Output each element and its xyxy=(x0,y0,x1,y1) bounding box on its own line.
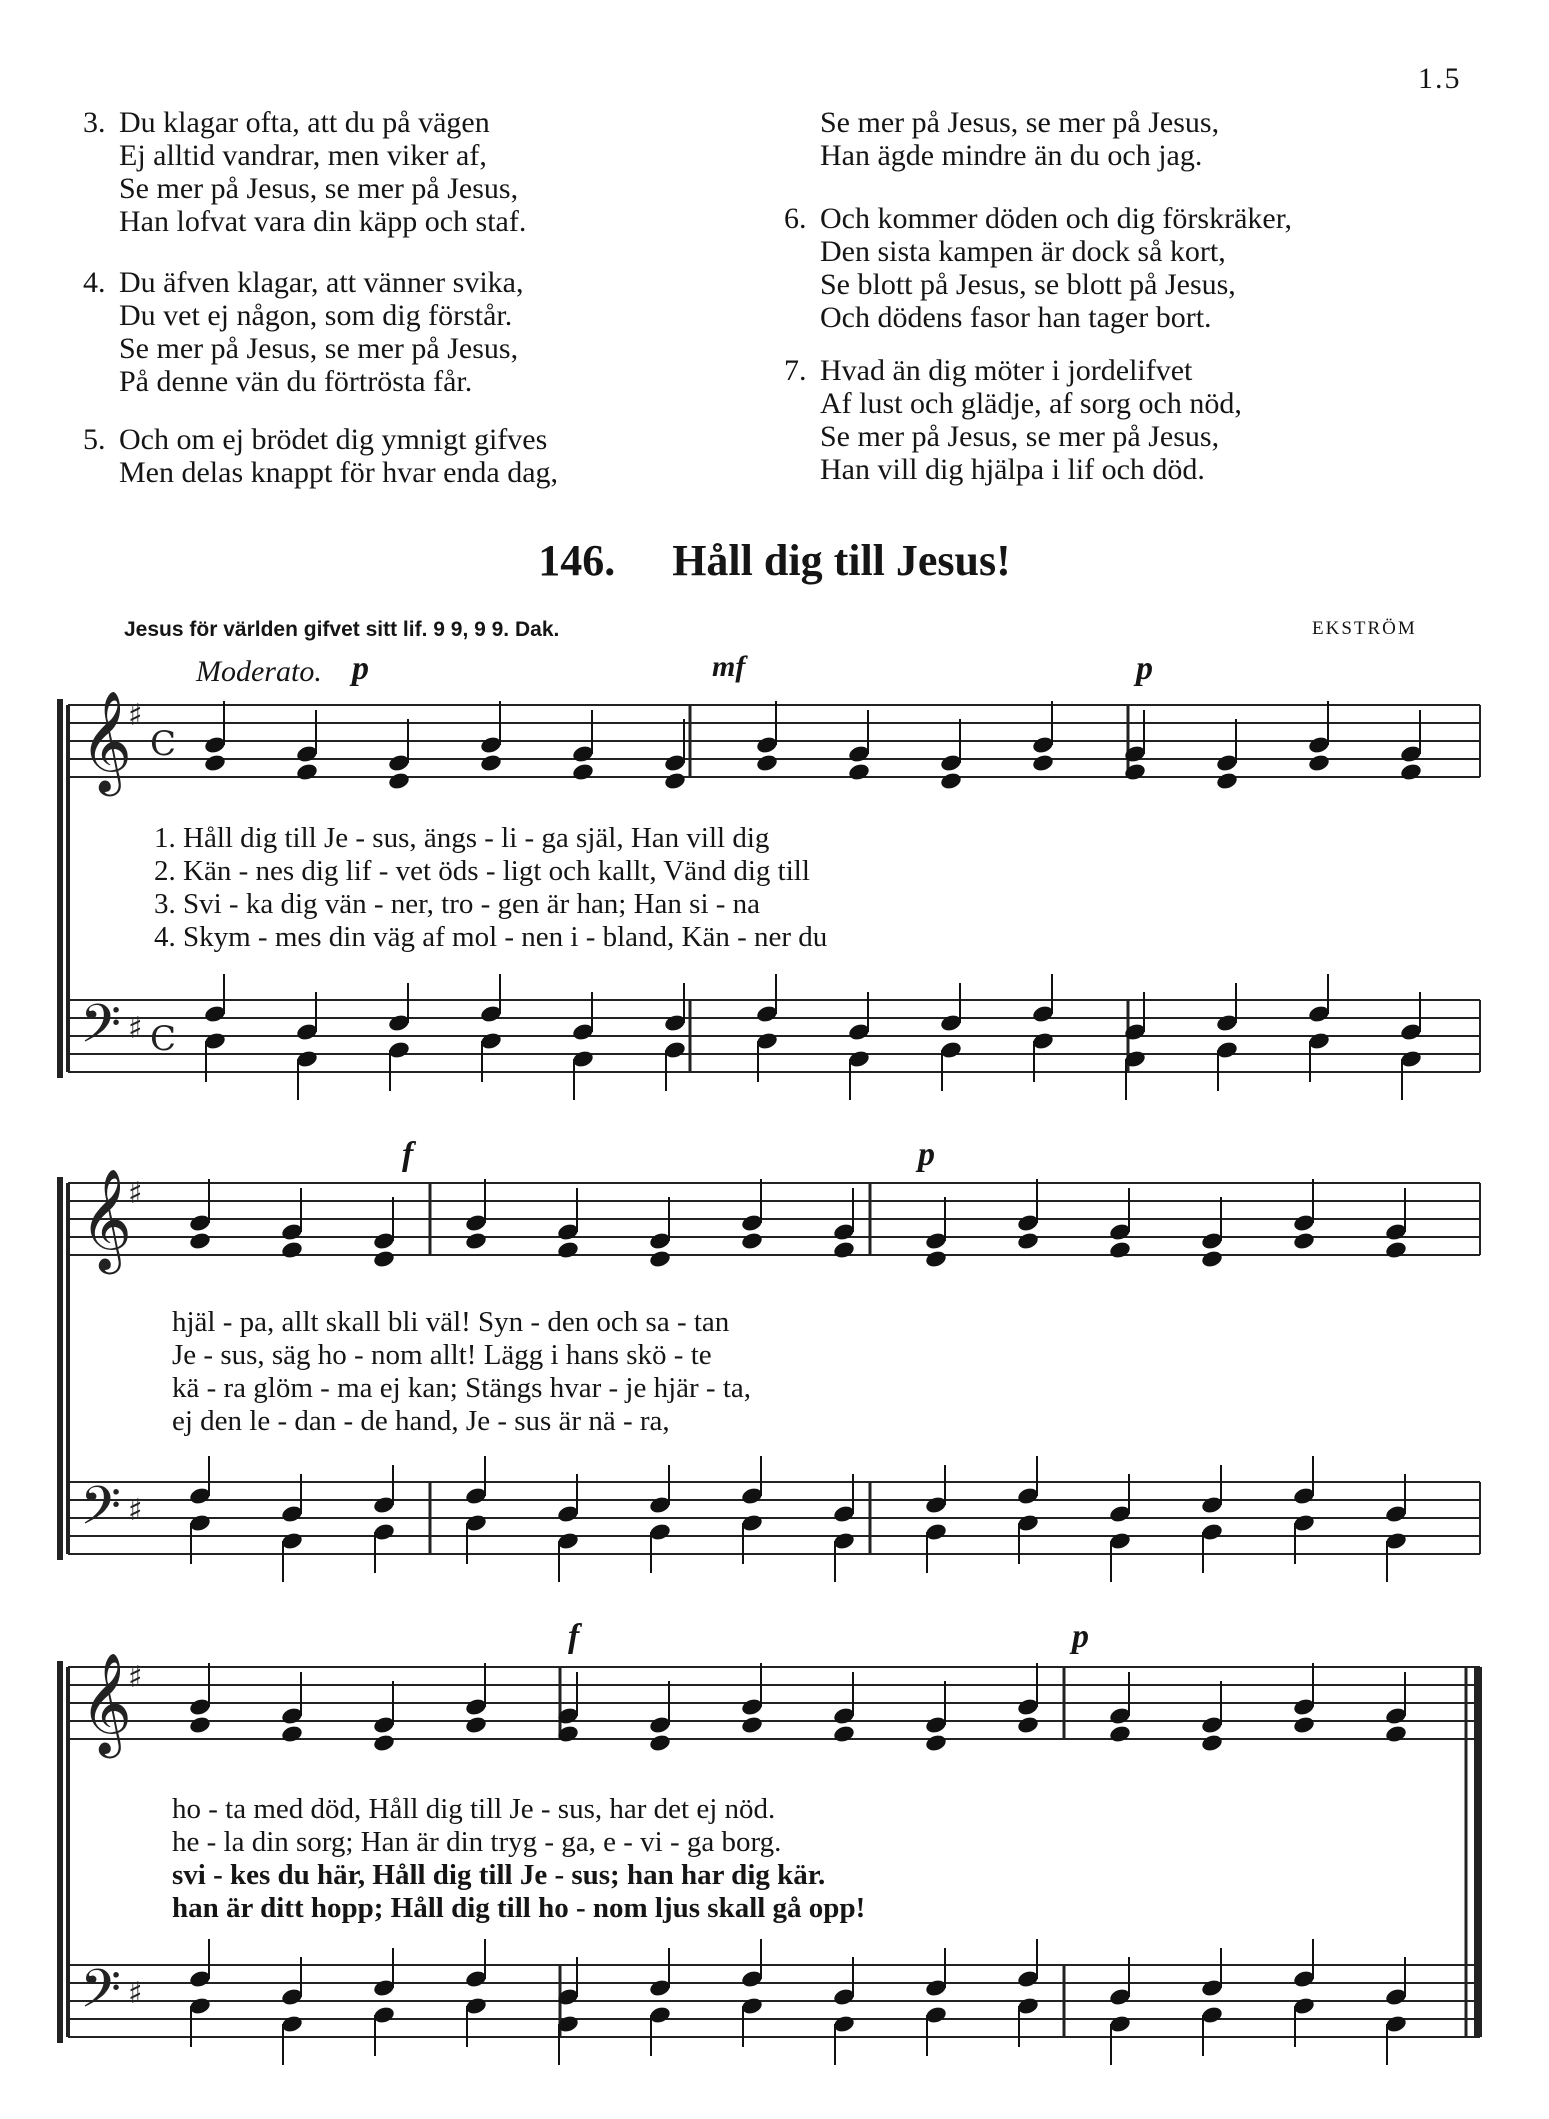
dynamic-marking: p xyxy=(918,1136,935,1173)
notehead xyxy=(648,1249,672,1269)
notehead xyxy=(188,1231,212,1251)
notehead xyxy=(1307,753,1331,773)
verse-number: 5. xyxy=(83,423,106,456)
lyrics-line: svi - kes du här, Håll dig till Je - sus; han har dig kär. xyxy=(172,1859,826,1891)
notehead xyxy=(1108,1240,1132,1260)
verse-line: Se mer på Jesus, se mer på Jesus, xyxy=(119,172,519,205)
dynamic-marking: p xyxy=(352,650,369,687)
notehead xyxy=(663,771,687,791)
notehead xyxy=(832,1724,856,1744)
notehead xyxy=(1384,1724,1408,1744)
verse-line: Han ägde mindre än du och jag. xyxy=(820,139,1203,172)
hymn-subtitle: Jesus för världen gifvet sitt lif. 9 9, 9 9. Dak. xyxy=(124,618,560,641)
bass-clef-icon: 𝄢 xyxy=(80,1959,122,2033)
notehead xyxy=(1292,1231,1316,1251)
sharp-icon: ♯ xyxy=(128,1493,143,1528)
notehead xyxy=(464,1715,488,1735)
treble-clef-icon: 𝄞 xyxy=(80,1651,133,1754)
verse-line: Se mer på Jesus, se mer på Jesus, xyxy=(820,106,1220,139)
dynamic-marking: p xyxy=(1136,650,1153,687)
treble-clef-icon: 𝄞 xyxy=(80,1167,133,1270)
dynamic-marking: p xyxy=(1072,1618,1089,1655)
lyrics-line: 4. Skym - mes din väg af mol - nen i - bland, Kän - ner du xyxy=(154,921,828,953)
lyrics-line: han är ditt hopp; Håll dig till ho - nom ljus skall gå opp! xyxy=(172,1892,866,1924)
notehead xyxy=(755,753,779,773)
sharp-icon: ♯ xyxy=(128,698,143,733)
verse-line: Och kommer döden och dig förskräker, xyxy=(820,202,1292,235)
verse-line: Se mer på Jesus, se mer på Jesus, xyxy=(119,332,519,365)
verse-line: Af lust och glädje, af sorg och nöd, xyxy=(820,387,1242,420)
verse-line: Ej alltid vandrar, men viker af, xyxy=(119,139,487,172)
notehead xyxy=(740,1715,764,1735)
lyrics-line: hjäl - pa, allt skall bli väl! Syn - den och sa - tan xyxy=(172,1306,730,1338)
verse-line: Och dödens fasor han tager bort. xyxy=(820,301,1212,334)
dynamic-marking: f xyxy=(402,1136,414,1173)
notehead xyxy=(1016,1231,1040,1251)
verse-line: Den sista kampen är dock så kort, xyxy=(820,235,1226,268)
lyrics-line: ej den le - dan - de hand, Je - sus är nä - ra, xyxy=(172,1405,670,1437)
notehead xyxy=(1399,762,1423,782)
hymn-title: Håll dig till Jesus! xyxy=(672,536,1011,585)
notehead xyxy=(1200,1249,1224,1269)
verse-line: Se blott på Jesus, se blott på Jesus, xyxy=(820,268,1236,301)
lyrics-line: he - la din sorg; Han är din tryg - ga, e - vi - ga borg. xyxy=(172,1826,782,1858)
notehead xyxy=(832,1240,856,1260)
lyrics-line: 2. Kän - nes dig lif - vet öds - ligt och kallt, Vänd dig till xyxy=(154,855,810,887)
verse-number: 6. xyxy=(784,202,807,235)
notehead xyxy=(939,771,963,791)
hymn-number: 146. xyxy=(538,536,616,585)
notehead xyxy=(1031,753,1055,773)
verse-line: Han lofvat vara din käpp och staf. xyxy=(119,205,527,238)
lyrics-line: 3. Svi - ka dig vän - ner, tro - gen är han; Han si - na xyxy=(154,888,761,920)
verse-line: På denne vän du förtrösta får. xyxy=(119,365,473,398)
notehead xyxy=(295,762,319,782)
notehead xyxy=(203,753,227,773)
page-number: 1.5 xyxy=(1418,62,1462,95)
notehead xyxy=(464,1231,488,1251)
dynamic-marking: f xyxy=(568,1618,580,1655)
verse-line: Du vet ej någon, som dig förstår. xyxy=(119,299,513,332)
dynamic-marking: mf xyxy=(712,650,746,683)
lyrics-line: ho - ta med död, Håll dig till Je - sus, har det ej nöd. xyxy=(172,1793,776,1825)
tempo-marking: Moderato. xyxy=(196,655,322,688)
notehead xyxy=(1108,1724,1132,1744)
notehead xyxy=(924,1249,948,1269)
lyrics-line: kä - ra glöm - ma ej kan; Stängs hvar - je hjär - ta, xyxy=(172,1372,751,1404)
notehead xyxy=(188,1715,212,1735)
verse-number: 7. xyxy=(784,354,807,387)
notehead xyxy=(280,1724,304,1744)
notehead xyxy=(1215,771,1239,791)
notehead xyxy=(1016,1715,1040,1735)
lyrics-line: Je - sus, säg ho - nom allt! Lägg i hans skö - te xyxy=(172,1339,712,1371)
treble-clef-icon: 𝄞 xyxy=(80,689,133,792)
verse-line: Han vill dig hjälpa i lif och död. xyxy=(820,453,1205,486)
composer: EKSTRÖM xyxy=(1312,618,1417,639)
notehead xyxy=(556,1240,580,1260)
notehead xyxy=(740,1231,764,1251)
verse-line: Hvad än dig möter i jordelifvet xyxy=(820,354,1193,387)
verse-line: Se mer på Jesus, se mer på Jesus, xyxy=(820,420,1220,453)
sharp-icon: ♯ xyxy=(128,1011,143,1046)
time-signature: C xyxy=(150,724,177,764)
verse-line: Du klagar ofta, att du på vägen xyxy=(119,106,490,139)
notehead xyxy=(924,1733,948,1753)
notehead xyxy=(571,762,595,782)
verse-line: Och om ej brödet dig ymnigt gifves xyxy=(119,423,548,456)
notehead xyxy=(280,1240,304,1260)
sharp-icon: ♯ xyxy=(128,1660,143,1695)
verse-number: 4. xyxy=(83,266,106,299)
notehead xyxy=(1292,1715,1316,1735)
notehead xyxy=(648,1733,672,1753)
sharp-icon: ♯ xyxy=(128,1976,143,2011)
notehead xyxy=(372,1249,396,1269)
sharp-icon: ♯ xyxy=(128,1176,143,1211)
notehead xyxy=(1200,1733,1224,1753)
time-signature: C xyxy=(150,1019,177,1059)
notehead xyxy=(847,762,871,782)
lyrics-line: 1. Håll dig till Je - sus, ängs - li - ga själ, Han vill dig xyxy=(154,822,770,854)
notehead xyxy=(479,753,503,773)
verse-line: Du äfven klagar, att vänner svika, xyxy=(119,266,524,299)
notehead xyxy=(1384,1240,1408,1260)
bass-clef-icon: 𝄢 xyxy=(80,994,122,1068)
verse-line: Men delas knappt för hvar enda dag, xyxy=(119,456,559,489)
bass-clef-icon: 𝄢 xyxy=(80,1476,122,1550)
verse-number: 3. xyxy=(83,106,106,139)
notehead xyxy=(387,771,411,791)
notehead xyxy=(372,1733,396,1753)
